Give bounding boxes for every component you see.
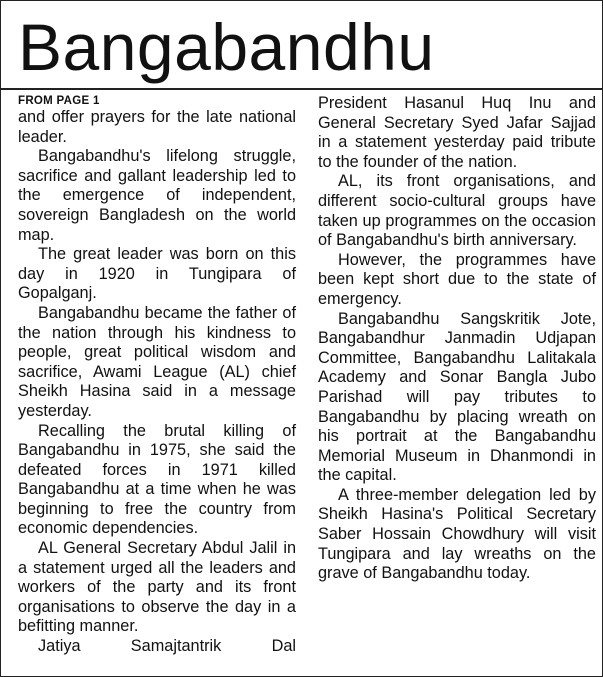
paragraph: AL, its front organisations, and different socio-cultural groups have taken up programmes on the occasion of Bangabandhu's birth anniversary. xyxy=(318,172,596,250)
paragraph: Bangabandhu became the father of the nation through his kindness to people, great political wisdom and sacrifice, Awami League (AL) chief Sheikh Hasina said in a message yesterday. xyxy=(18,303,296,420)
paragraph: The great leader was born on this day in 1920 in Tungipara of Gopalganj. xyxy=(18,245,296,303)
paragraph: Jatiya Samajtantrik Dal xyxy=(38,637,296,656)
paragraph: Bangabandhu Sangskritik Jote, Bangabandhur Janmadin Udjapan Committee, Bangabandhu Lalitakala Academy and Sonar Bangla Jubo Parishad will pay tributes to Bangabandhu by placing wreath on his portrait at the Bangabandhu Memorial Museum in Dhanmondi in the capital. xyxy=(318,309,596,485)
jump-line: FROM PAGE 1 xyxy=(18,95,100,107)
article-column-right xyxy=(318,94,596,584)
paragraph: However, the programmes have been kept short due to the state of emergency. xyxy=(318,250,596,308)
headline-rule xyxy=(0,88,603,90)
paragraph: and offer prayers for the late national leader. xyxy=(18,108,296,146)
paragraph: President Hasanul Huq Inu and General Secretary Syed Jafar Sajjad in a statement yesterday paid tribute to the founder of the nation. xyxy=(318,94,596,171)
paragraph: Bangabandhu's lifelong struggle, sacrifice and gallant leadership led to the emergence of independent, sovereign Bangladesh on the world map. xyxy=(18,147,296,244)
headline: Bangabandhu xyxy=(18,10,435,84)
paragraph: A three-member delegation led by Sheikh Hasina's Political Secretary Saber Hossain Chowdhury will visit Tungipara and lay wreaths on the grave of Bangabandhu today. xyxy=(318,485,596,583)
article-column-left xyxy=(18,94,296,657)
paragraph: AL General Secretary Abdul Jalil in a statement urged all the leaders and workers of the party and its front organisations to observe the day in a befitting manner. xyxy=(18,539,296,636)
paragraph: Recalling the brutal killing of Bangabandhu in 1975, she said the defeated forces in 1971 killed Bangabandhu at a time when he was beginning to free the country from economic dependencies. xyxy=(18,421,296,538)
